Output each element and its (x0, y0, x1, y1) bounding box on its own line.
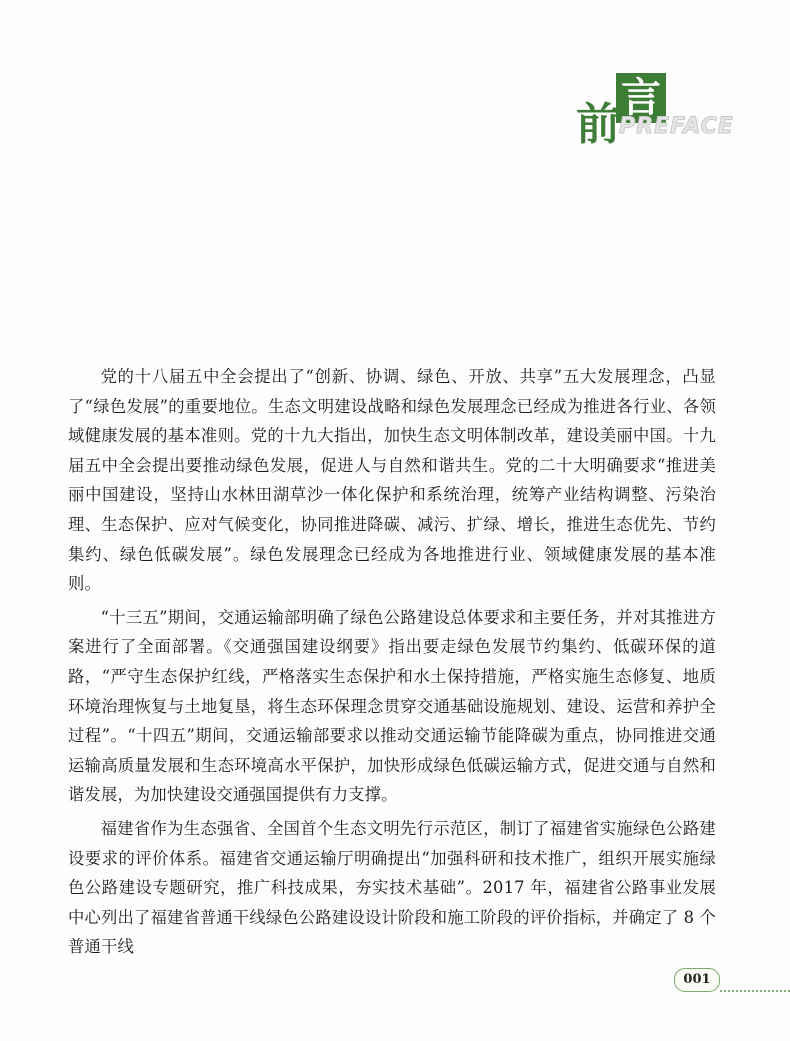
chapter-title-char-yan: 言 (616, 73, 666, 123)
body-text (68, 362, 716, 966)
chapter-title-char-qian: 前 (576, 99, 620, 150)
paragraph-3: 福建省作为生态强省、全国首个生态文明先行示范区，制订了福建省实施绿色公路建设要求的评价体系。福建省交通运输厅明确提出“加强科研和技术推广，组织开展实施绿色公路建设专题研究，推广科技成果，夯实技术基础”。2017 年，福建省公路事业发展中心列出了福建省普通干线绿色公路建设设计阶段和施工阶段的评价指标，并确定了 8 个普通干线 (68, 818, 716, 957)
paragraph-1: 党的十八届五中全会提出了“创新、协调、绿色、开放、共享”五大发展理念，凸显了“绿色发展”的重要地位。生态文明建设战略和绿色发展理念已经成为推进各行业、各领域健康发展的基本准则。党的十九大指出，加快生态文明体制改革，建设美丽中国。十九届五中全会提出要推动绿色发展，促进人与自然和谐共生。党的二十大明确要求“推进美丽中国建设，坚持山水林田湖草沙一体化保护和系统治理，统筹产业结构调整、污染治理、生态保护、应对气候变化，协同推进降碳、减污、扩绿、增长，推进生态优先、节约集约、绿色低碳发展”。绿色发展理念已经成为各地推进行业、领域健康发展的基本准则。 (68, 367, 716, 594)
dotted-rule (720, 990, 790, 992)
page-footer (674, 968, 790, 998)
page-number: 001 (674, 968, 720, 992)
preface-word: PREFACE (619, 114, 734, 139)
paragraph-2: “十三五”期间，交通运输部明确了绿色公路建设总体要求和主要任务，并对其推进方案进行了全面部署。《交通强国建设纲要》指出要走绿色发展节约集约、低碳环保的道路，“严守生态保护红线，严格落实生态保护和水土保持措施，严格实施生态修复、地质环境治理恢复与土地复垦，将生态环保理念贯穿交通基础设施规划、建设、运营和养护全过程”。“十四五”期间，交通运输部要求以推动交通运输节能降碳为重点，协同推进交通运输高质量发展和生态环境高水平保护，加快形成绿色低碳运输方式，促进交通与自然和谐发展，为加快建设交通强国提供有力支撑。 (68, 607, 716, 805)
chapter-header (0, 0, 790, 160)
